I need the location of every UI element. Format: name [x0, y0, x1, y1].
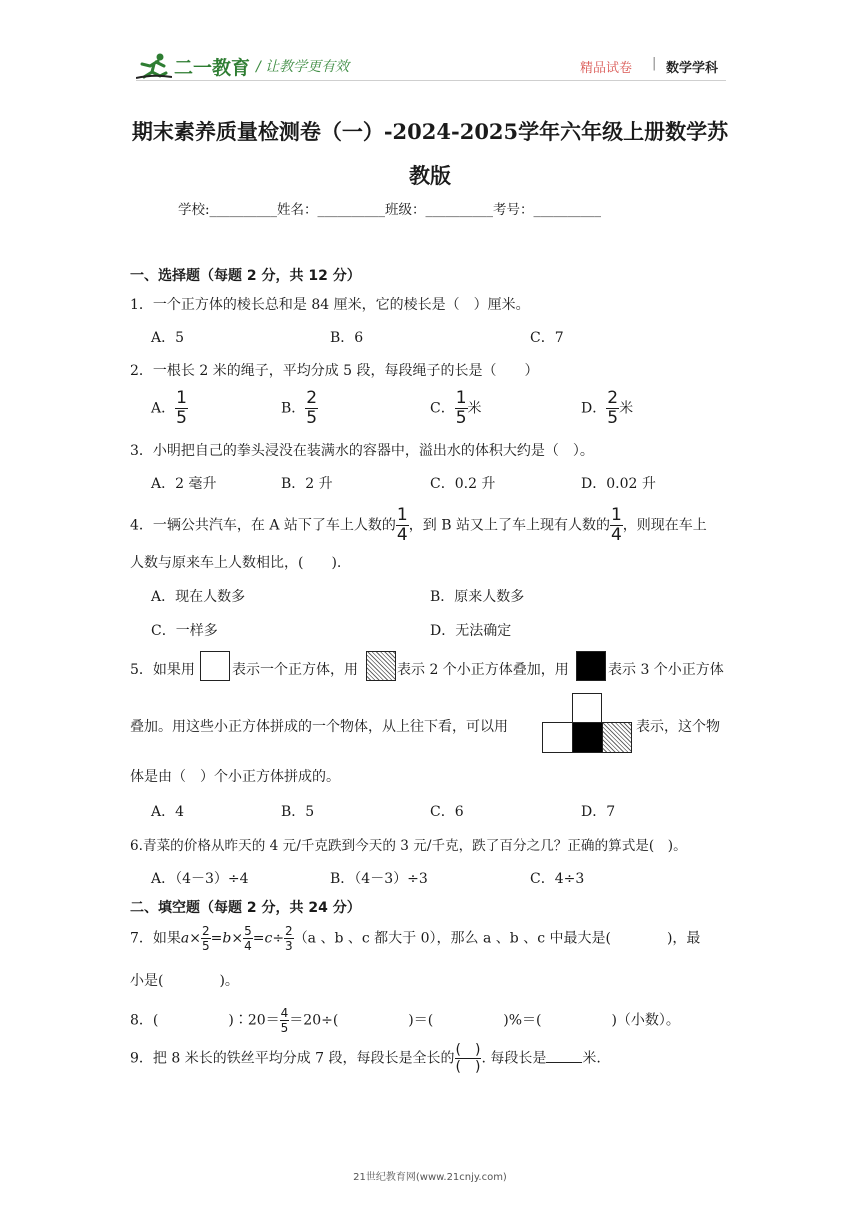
- q3-option-b: B．2 升: [281, 476, 333, 492]
- question-1: 1．一个正方体的棱长总和是 84 厘米，它的棱长是（ ）厘米。: [130, 297, 530, 313]
- header: [136, 48, 726, 82]
- top-view-cell-middle: [572, 722, 603, 753]
- q1-option-b: B．6: [330, 330, 364, 346]
- question-6: 6.青菜的价格从昨天的 4 元/千克跌到今天的 3 元/千克，跌了百分之几？正确的算式是( )。: [130, 838, 687, 854]
- q5-option-b: B．5: [281, 804, 315, 820]
- logo-text: 二一教育: [174, 57, 251, 79]
- question-8: 8．( )∶20＝ $\frac{4}{5}$ ＝20÷( )＝( )%＝( )（小数）。: [130, 1006, 680, 1035]
- q6-option-c: C．4÷3: [530, 871, 585, 887]
- q4-option-c: C．一样多: [151, 623, 218, 639]
- section-fill-heading: 二、填空题（每题 2 分，共 24 分）: [130, 900, 361, 916]
- header-rule: [136, 80, 726, 81]
- page-title-line2: 教版: [409, 163, 451, 188]
- student-info-line: 学校:__________姓名：__________班级：__________考号：__________: [178, 202, 602, 218]
- q6-option-a: A．（4－3）÷4: [151, 871, 249, 887]
- q1-option-a: A．5: [151, 330, 185, 346]
- top-view-cell-right: [602, 722, 632, 753]
- q4-option-a: A．现在人数多: [151, 589, 246, 605]
- single-cube-square: [200, 651, 230, 681]
- q5-option-d: D．7: [581, 804, 616, 820]
- q5-text-3: 表示 2 个小正方体叠加，用: [397, 662, 569, 678]
- question-3: 3．小明把自己的拳头浸没在装满水的容器中，溢出水的体积大约是（ ）。: [130, 443, 594, 459]
- triple-cube-black-square: [576, 651, 606, 681]
- q1-option-c: C．7: [530, 330, 564, 346]
- question-2: 2．一根长 2 米的绳子，平均分成 5 段，每段绳子的长是（ ）: [130, 363, 539, 379]
- question-4: 4．一辆公共汽车，在 A 站下了车上人数的 $\frac{1}{4}$ ，到 B 站又上了车上现有人数的 $\frac{1}{4}$ ，则现在车上: [130, 505, 707, 545]
- q5-option-a: A．4: [151, 804, 185, 820]
- q2-option-b: B． $\frac{2}{5}$: [281, 388, 318, 428]
- header-tag-quality: 精品试卷: [580, 61, 633, 76]
- question-7-line2: 小是( )。: [130, 973, 239, 989]
- top-view-figure: [542, 693, 632, 753]
- q5-text-line2b: 表示，这个物: [636, 719, 720, 735]
- q2-option-d: D． $\frac{2}{5}$ 米: [581, 388, 634, 428]
- q9-answer-blank: [546, 1062, 582, 1063]
- q5-text-2: 表示一个正方体，用: [232, 662, 358, 678]
- q5-text-line2a: 叠加。用这些小正方体拼成的一个物体，从上往下看，可以用: [130, 719, 508, 735]
- q2-option-a: A． $\frac{1}{5}$: [151, 388, 187, 428]
- q6-option-b: B．（4－3）÷3: [330, 871, 428, 887]
- question-4-line2: 人数与原来车上人数相比，( ).: [130, 555, 342, 571]
- q2-option-c: C． $\frac{1}{5}$ 米: [430, 388, 482, 428]
- runner-logo-icon: [136, 52, 172, 80]
- q3-option-c: C．0.2 升: [430, 476, 496, 492]
- slogan: / 让教学更有效: [256, 59, 350, 75]
- q5-text-4: 表示 3 个小正方体: [608, 662, 724, 678]
- q5-text-line3: 体是由（ ）个小正方体拼成的。: [130, 769, 340, 785]
- q5-text-1: 5．如果用: [130, 662, 195, 678]
- section-choice-heading: 一、选择题（每题 2 分，共 12 分）: [130, 268, 361, 284]
- page-title-line1: 期末素养质量检测卷（一）-2024-2025学年六年级上册数学苏: [131, 119, 729, 144]
- top-view-cell-upper: [572, 693, 602, 723]
- double-cube-hatched-square: [366, 651, 396, 681]
- question-7: 7．如果a× $\frac{2}{5}$ =b× $\frac{5}{4}$ =c÷ $\frac{2}{3}$ （a 、b 、c 都大于 0），那么 a 、b 、c 中最大是( )，最: [130, 924, 701, 953]
- top-view-cell-left: [542, 722, 573, 753]
- q3-option-a: A．2 毫升: [151, 476, 217, 492]
- q4-option-b: B．原来人数多: [430, 589, 525, 605]
- q4-option-d: D．无法确定: [430, 623, 512, 639]
- question-9: 9．把 8 米长的铁丝平均分成 7 段，每段长是全长的 $\frac{( )}{( )}$ . 每段长是 米.: [130, 1042, 601, 1075]
- q3-option-d: D．0.02 升: [581, 476, 656, 492]
- q5-option-c: C．6: [430, 804, 464, 820]
- header-tag-subject: 数学学科: [666, 61, 719, 76]
- header-separator: |: [652, 56, 657, 71]
- page-footer: 21世纪教育网(www.21cnjy.com): [353, 1172, 507, 1183]
